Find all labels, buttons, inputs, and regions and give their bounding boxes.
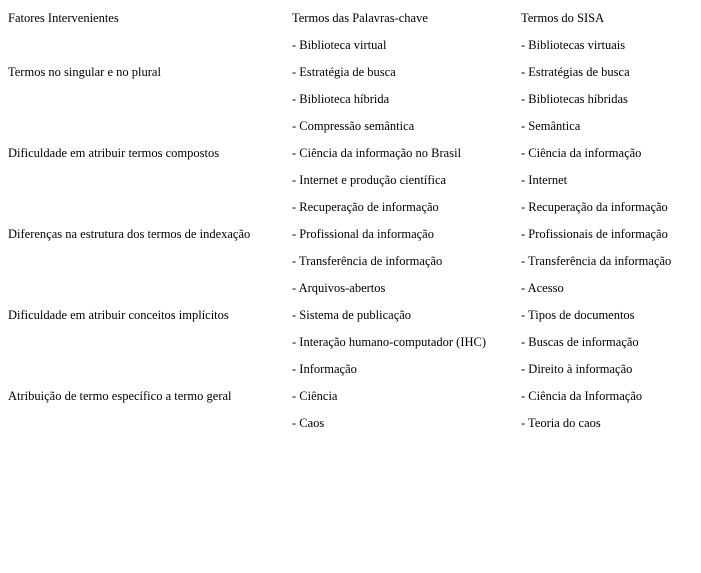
keyword-term-cell: - Interação humano-computador (IHC) <box>292 335 487 349</box>
sisa-term-cell: - Ciência da Informação <box>521 389 643 403</box>
sisa-term-cell: - Bibliotecas virtuais <box>521 38 626 52</box>
factor-cell: Atribuição de termo específico a termo geral <box>8 389 232 403</box>
keyword-term-cell: - Sistema de publicação <box>292 308 412 322</box>
keyword-term-cell: - Caos <box>292 416 325 430</box>
sisa-term-cell: - Profissionais de informação <box>521 227 668 241</box>
factor-cell: Dificuldade em atribuir termos compostos <box>8 146 220 160</box>
table-row <box>0 198 701 225</box>
factor-cell: Dificuldade em atribuir conceitos implícitos <box>8 308 229 322</box>
table-row <box>0 144 701 171</box>
keyword-term-cell: - Estratégia de busca <box>292 65 396 79</box>
terms-table <box>0 9 701 441</box>
table-row <box>0 36 701 63</box>
table-row <box>0 171 701 198</box>
sisa-term-cell: - Bibliotecas híbridas <box>521 92 628 106</box>
keyword-term-cell: - Ciência da informação no Brasil <box>292 146 462 160</box>
table-header-row <box>0 9 701 36</box>
sisa-term-cell: - Ciência da informação <box>521 146 642 160</box>
header-keyword-terms: Termos das Palavras-chave <box>292 11 428 25</box>
keyword-term-cell: - Recuperação de informação <box>292 200 439 214</box>
table-row <box>0 90 701 117</box>
header-factors: Fatores Intervenientes <box>8 11 119 25</box>
table-row <box>0 414 701 441</box>
table-row <box>0 306 701 333</box>
sisa-term-cell: - Estratégias de busca <box>521 65 630 79</box>
table-row <box>0 225 701 252</box>
keyword-term-cell: - Biblioteca virtual <box>292 38 387 52</box>
table-row <box>0 333 701 360</box>
sisa-term-cell: - Buscas de informação <box>521 335 639 349</box>
keyword-term-cell: - Informação <box>292 362 357 376</box>
table-row <box>0 360 701 387</box>
keyword-term-cell: - Biblioteca híbrida <box>292 92 390 106</box>
keyword-term-cell: - Profissional da informação <box>292 227 434 241</box>
sisa-term-cell: - Tipos de documentos <box>521 308 635 322</box>
table-row <box>0 63 701 90</box>
table-row <box>0 117 701 144</box>
header-sisa-terms: Termos do SISA <box>521 11 605 25</box>
factor-cell: Termos no singular e no plural <box>8 65 161 79</box>
sisa-term-cell: - Acesso <box>521 281 564 295</box>
sisa-term-cell: - Transferência da informação <box>521 254 672 268</box>
factor-cell: Diferenças na estrutura dos termos de indexação <box>8 227 251 241</box>
keyword-term-cell: - Transferência de informação <box>292 254 443 268</box>
table-row <box>0 252 701 279</box>
table-row <box>0 279 701 306</box>
sisa-term-cell: - Internet <box>521 173 568 187</box>
keyword-term-cell: - Ciência <box>292 389 338 403</box>
sisa-term-cell: - Recuperação da informação <box>521 200 668 214</box>
sisa-term-cell: - Semântica <box>521 119 581 133</box>
sisa-term-cell: - Teoria do caos <box>521 416 601 430</box>
keyword-term-cell: - Arquivos-abertos <box>292 281 386 295</box>
table-row <box>0 387 701 414</box>
sisa-term-cell: - Direito à informação <box>521 362 633 376</box>
keyword-term-cell: - Compressão semântica <box>292 119 415 133</box>
keyword-term-cell: - Internet e produção científica <box>292 173 447 187</box>
